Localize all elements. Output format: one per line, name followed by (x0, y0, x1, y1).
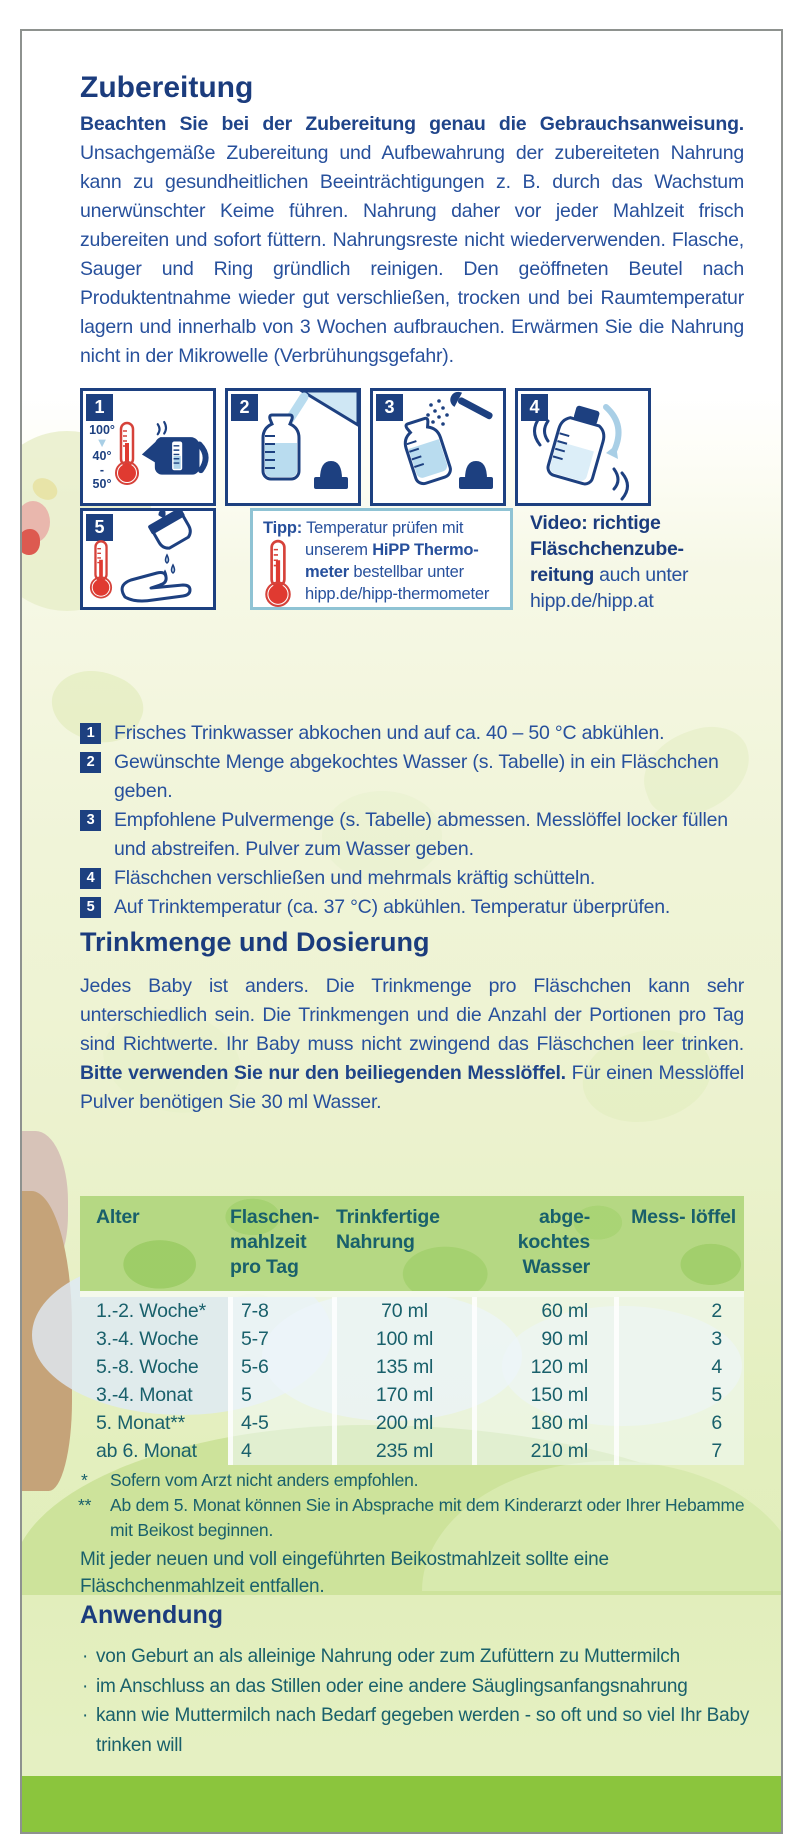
cell-loeffel: 4 (614, 1353, 744, 1381)
tip-bold-thermo: HiPP Thermo- (372, 541, 479, 559)
header-trinkfertige-nahrung: Trinkfertige Nahrung (336, 1206, 440, 1253)
cell-loeffel: 7 (614, 1437, 744, 1465)
footnote-2 (80, 1493, 750, 1543)
bullet-marker: · (82, 1675, 89, 1697)
dosierung-text-1: Jedes Baby ist anders. Die Trinkmenge pro Fläschchen kann sehr unterschiedlich sein. Die Trinkmengen und die Anzahl der Portionen pro Tag sind Richtwerte. Ihr Baby muss nicht zwingend das Fläschchen leer trinken. (80, 975, 744, 1055)
step-number-badge: 3 (80, 810, 101, 831)
anwendung-list (80, 1642, 754, 1760)
bullet-marker: · (82, 1646, 89, 1667)
step-5-badge: 5 (86, 514, 113, 541)
cell-mahlzeiten: 5-7 (228, 1325, 332, 1353)
cell-alter: 3.-4. Woche (96, 1328, 199, 1350)
footnote-marker: * (81, 1470, 88, 1490)
arrow-down-icon: ▼ (95, 435, 109, 450)
tip-bold-meter: meter (305, 563, 349, 581)
cell-alter: ab 6. Monat (96, 1440, 197, 1462)
video-note (530, 510, 748, 614)
step-list-item (80, 748, 750, 806)
step-number-badge: 2 (80, 752, 101, 773)
step-panel-2 (225, 388, 361, 506)
step-panel-5 (80, 508, 216, 610)
footnote-marker: ** (78, 1495, 92, 1515)
section-title-trinkmenge: Trinkmenge und Dosierung (80, 927, 430, 957)
video-text: auch unter (593, 564, 689, 586)
step-list-item (80, 864, 750, 893)
footnote-text: Sofern vom Arzt nicht anders empfohlen. (110, 1470, 419, 1490)
beikost-note: Mit jeder neuen und voll eingeführten Beikostmahlzeit sollte eine Fläschchenmahlzeit entfallen. (80, 1549, 609, 1597)
footnote-1 (80, 1468, 750, 1493)
temp-40: 40° (92, 449, 112, 463)
cell-mahlzeiten: 5-6 (228, 1353, 332, 1381)
header-messloeffel: Mess- löffel (631, 1206, 736, 1228)
footnote-text: Ab dem 5. Monat können Sie in Absprache mit dem Kinderarzt oder Ihrer Hebamme mit Beikost beginnen. (110, 1495, 745, 1540)
header-flaschenmahlzeit: Flaschen- mahlzeit pro Tag (230, 1206, 320, 1278)
kettle-icon (139, 411, 211, 495)
table-row (80, 1381, 744, 1409)
cell-nahrung: 70 ml (332, 1297, 472, 1325)
table-footnotes (80, 1468, 750, 1600)
dosage-table-header (80, 1196, 744, 1297)
section-title-zubereitung: Zubereitung (80, 71, 254, 104)
cell-alter: 1.-2. Woche* (96, 1300, 206, 1322)
step-text: Fläschchen verschließen und mehrmals kräftig schütteln. (114, 867, 596, 889)
step-number-badge: 5 (80, 897, 101, 918)
cell-wasser: 150 ml (472, 1381, 614, 1409)
tip-url: hipp.de/hipp-thermometer (305, 585, 490, 603)
cell-wasser: 210 ml (472, 1437, 614, 1465)
step-1-badge: 1 (86, 394, 113, 421)
drop-test-hand-icon (109, 511, 213, 609)
dosierung-bold: Bitte verwenden Sie nur den beiliegenden Messlöffel. (80, 1062, 566, 1084)
cell-loeffel: 6 (614, 1409, 744, 1437)
step-list-item (80, 893, 750, 922)
cell-nahrung: 200 ml (332, 1409, 472, 1437)
table-row (80, 1325, 744, 1353)
tip-box (250, 508, 513, 610)
cell-alter: 5. Monat** (96, 1412, 186, 1434)
intro-body-text: Unsachgemäße Zubereitung und Aufbewahrung der zubereiteten Nahrung kann zu gesundheitlichen Beeinträchtigungen z. B. durch das Wachstum unerwünschter Keime führen. Nahrung daher vor jeder Mahlzeit frisch zubereiten und sofort füttern. Nahrungsreste nicht wiederverwenden. Flasche, Sauger und Ring gründlich reinigen. Den geöffneten Beutel nach Produktentnahme wieder gut verschließen, trocken und bei Raumtemperatur lagern und innerhalb von 3 Wochen aufbrauchen. Erwärmen Sie die Nahrung nicht in der Mikrowelle (Verbrühungsgefahr). (80, 142, 744, 367)
section-title-anwendung: Anwendung (80, 1601, 224, 1629)
step-2-badge: 2 (231, 394, 258, 421)
anwendung-bullet (80, 1642, 754, 1672)
cell-loeffel: 5 (614, 1381, 744, 1409)
cell-mahlzeiten: 5 (228, 1381, 332, 1409)
step-panel-4 (515, 388, 651, 506)
step-text: Auf Trinktemperatur (ca. 37 °C) abkühlen. Temperatur überprüfen. (114, 896, 671, 918)
tip-lines-rest (305, 539, 507, 605)
cell-mahlzeiten: 4-5 (228, 1409, 332, 1437)
cell-nahrung: 235 ml (332, 1437, 472, 1465)
temp-50: 50° (92, 477, 112, 491)
step-3-badge: 3 (376, 394, 403, 421)
cell-nahrung: 170 ml (332, 1381, 472, 1409)
step-list (80, 719, 750, 922)
cell-wasser: 90 ml (472, 1325, 614, 1353)
instruction-panel (20, 29, 783, 1834)
zubereitung-intro-paragraph (80, 110, 744, 371)
step-panel-1 (80, 388, 216, 506)
step-list-item (80, 806, 750, 864)
dosierung-paragraph (80, 972, 744, 1117)
powder-scoop-bottle-icon (373, 391, 503, 503)
header-alter: Alter (96, 1206, 140, 1228)
dosierung-text-2: Für einen Messlöffel Pulver benötigen Sie 30 ml Wasser. (80, 1062, 744, 1113)
cell-alter: 5.-8. Woche (96, 1356, 199, 1378)
pour-water-bottle-icon (228, 391, 358, 503)
step-text: Gewünschte Menge abgekochtes Wasser (s. Tabelle) in ein Fläschchen geben. (114, 751, 719, 802)
tip-text-3: bestellbar unter (348, 563, 464, 581)
cell-wasser: 60 ml (472, 1297, 614, 1325)
bullet-text: kann wie Muttermilch nach Bedarf gegeben werden - so oft und so viel Ihr Baby trinken will (96, 1705, 750, 1756)
tip-text-1: Temperatur prüfen mit (302, 519, 464, 537)
temperature-labels (88, 423, 116, 491)
header-abgekochtes-wasser: abge- kochtes Wasser (517, 1206, 590, 1278)
step-text: Frisches Trinkwasser abkochen und auf ca. 40 – 50 °C abkühlen. (114, 722, 665, 744)
cell-loeffel: 2 (614, 1297, 744, 1325)
cell-loeffel: 3 (614, 1325, 744, 1353)
dosage-table (80, 1196, 744, 1465)
table-row (80, 1297, 744, 1325)
cell-mahlzeiten: 4 (228, 1437, 332, 1465)
cell-wasser: 180 ml (472, 1409, 614, 1437)
bullet-text: im Anschluss an das Stillen oder eine andere Säuglingsanfangsnahrung (96, 1675, 688, 1697)
video-bold-line2: Fläschchenzube- (530, 538, 684, 560)
video-bold-line1: Video: richtige (530, 512, 661, 534)
video-bold-line3: reitung (530, 564, 594, 586)
table-row (80, 1409, 744, 1437)
video-url: hipp.de/hipp.at (530, 590, 654, 612)
anwendung-bullet (80, 1672, 754, 1702)
step-4-badge: 4 (521, 394, 548, 421)
tip-text-2: unserem (305, 541, 373, 559)
cell-wasser: 120 ml (472, 1353, 614, 1381)
cell-nahrung: 100 ml (332, 1325, 472, 1353)
shake-bottle-icon (518, 391, 648, 503)
cell-nahrung: 135 ml (332, 1353, 472, 1381)
tip-label: Tipp: (263, 519, 303, 537)
bullet-text: von Geburt an als alleinige Nahrung oder zum Zufüttern zu Muttermilch (96, 1646, 680, 1667)
table-row (80, 1437, 744, 1465)
cell-mahlzeiten: 7-8 (228, 1297, 332, 1325)
bullet-marker: · (82, 1705, 89, 1726)
cell-alter: 3.-4. Monat (96, 1384, 193, 1406)
step-text: Empfohlene Pulvermenge (s. Tabelle) abmessen. Messlöffel locker füllen und abstreifen. Pulver zum Wasser geben. (114, 809, 728, 860)
step-number-badge: 1 (80, 723, 101, 744)
table-row (80, 1353, 744, 1381)
thermometer-icon (114, 421, 140, 485)
intro-bold-sentence: Beachten Sie bei der Zubereitung genau die Gebrauchsanweisung. (80, 113, 744, 135)
step-list-item (80, 719, 750, 748)
anwendung-bullet (80, 1701, 754, 1760)
thermometer-icon (263, 539, 293, 607)
step-number-badge: 4 (80, 868, 101, 889)
temp-dash: - (99, 463, 105, 477)
temp-100: 100° (89, 423, 115, 437)
step-panel-3 (370, 388, 506, 506)
bottom-green-band (22, 1776, 781, 1832)
tip-line-1 (263, 517, 503, 539)
